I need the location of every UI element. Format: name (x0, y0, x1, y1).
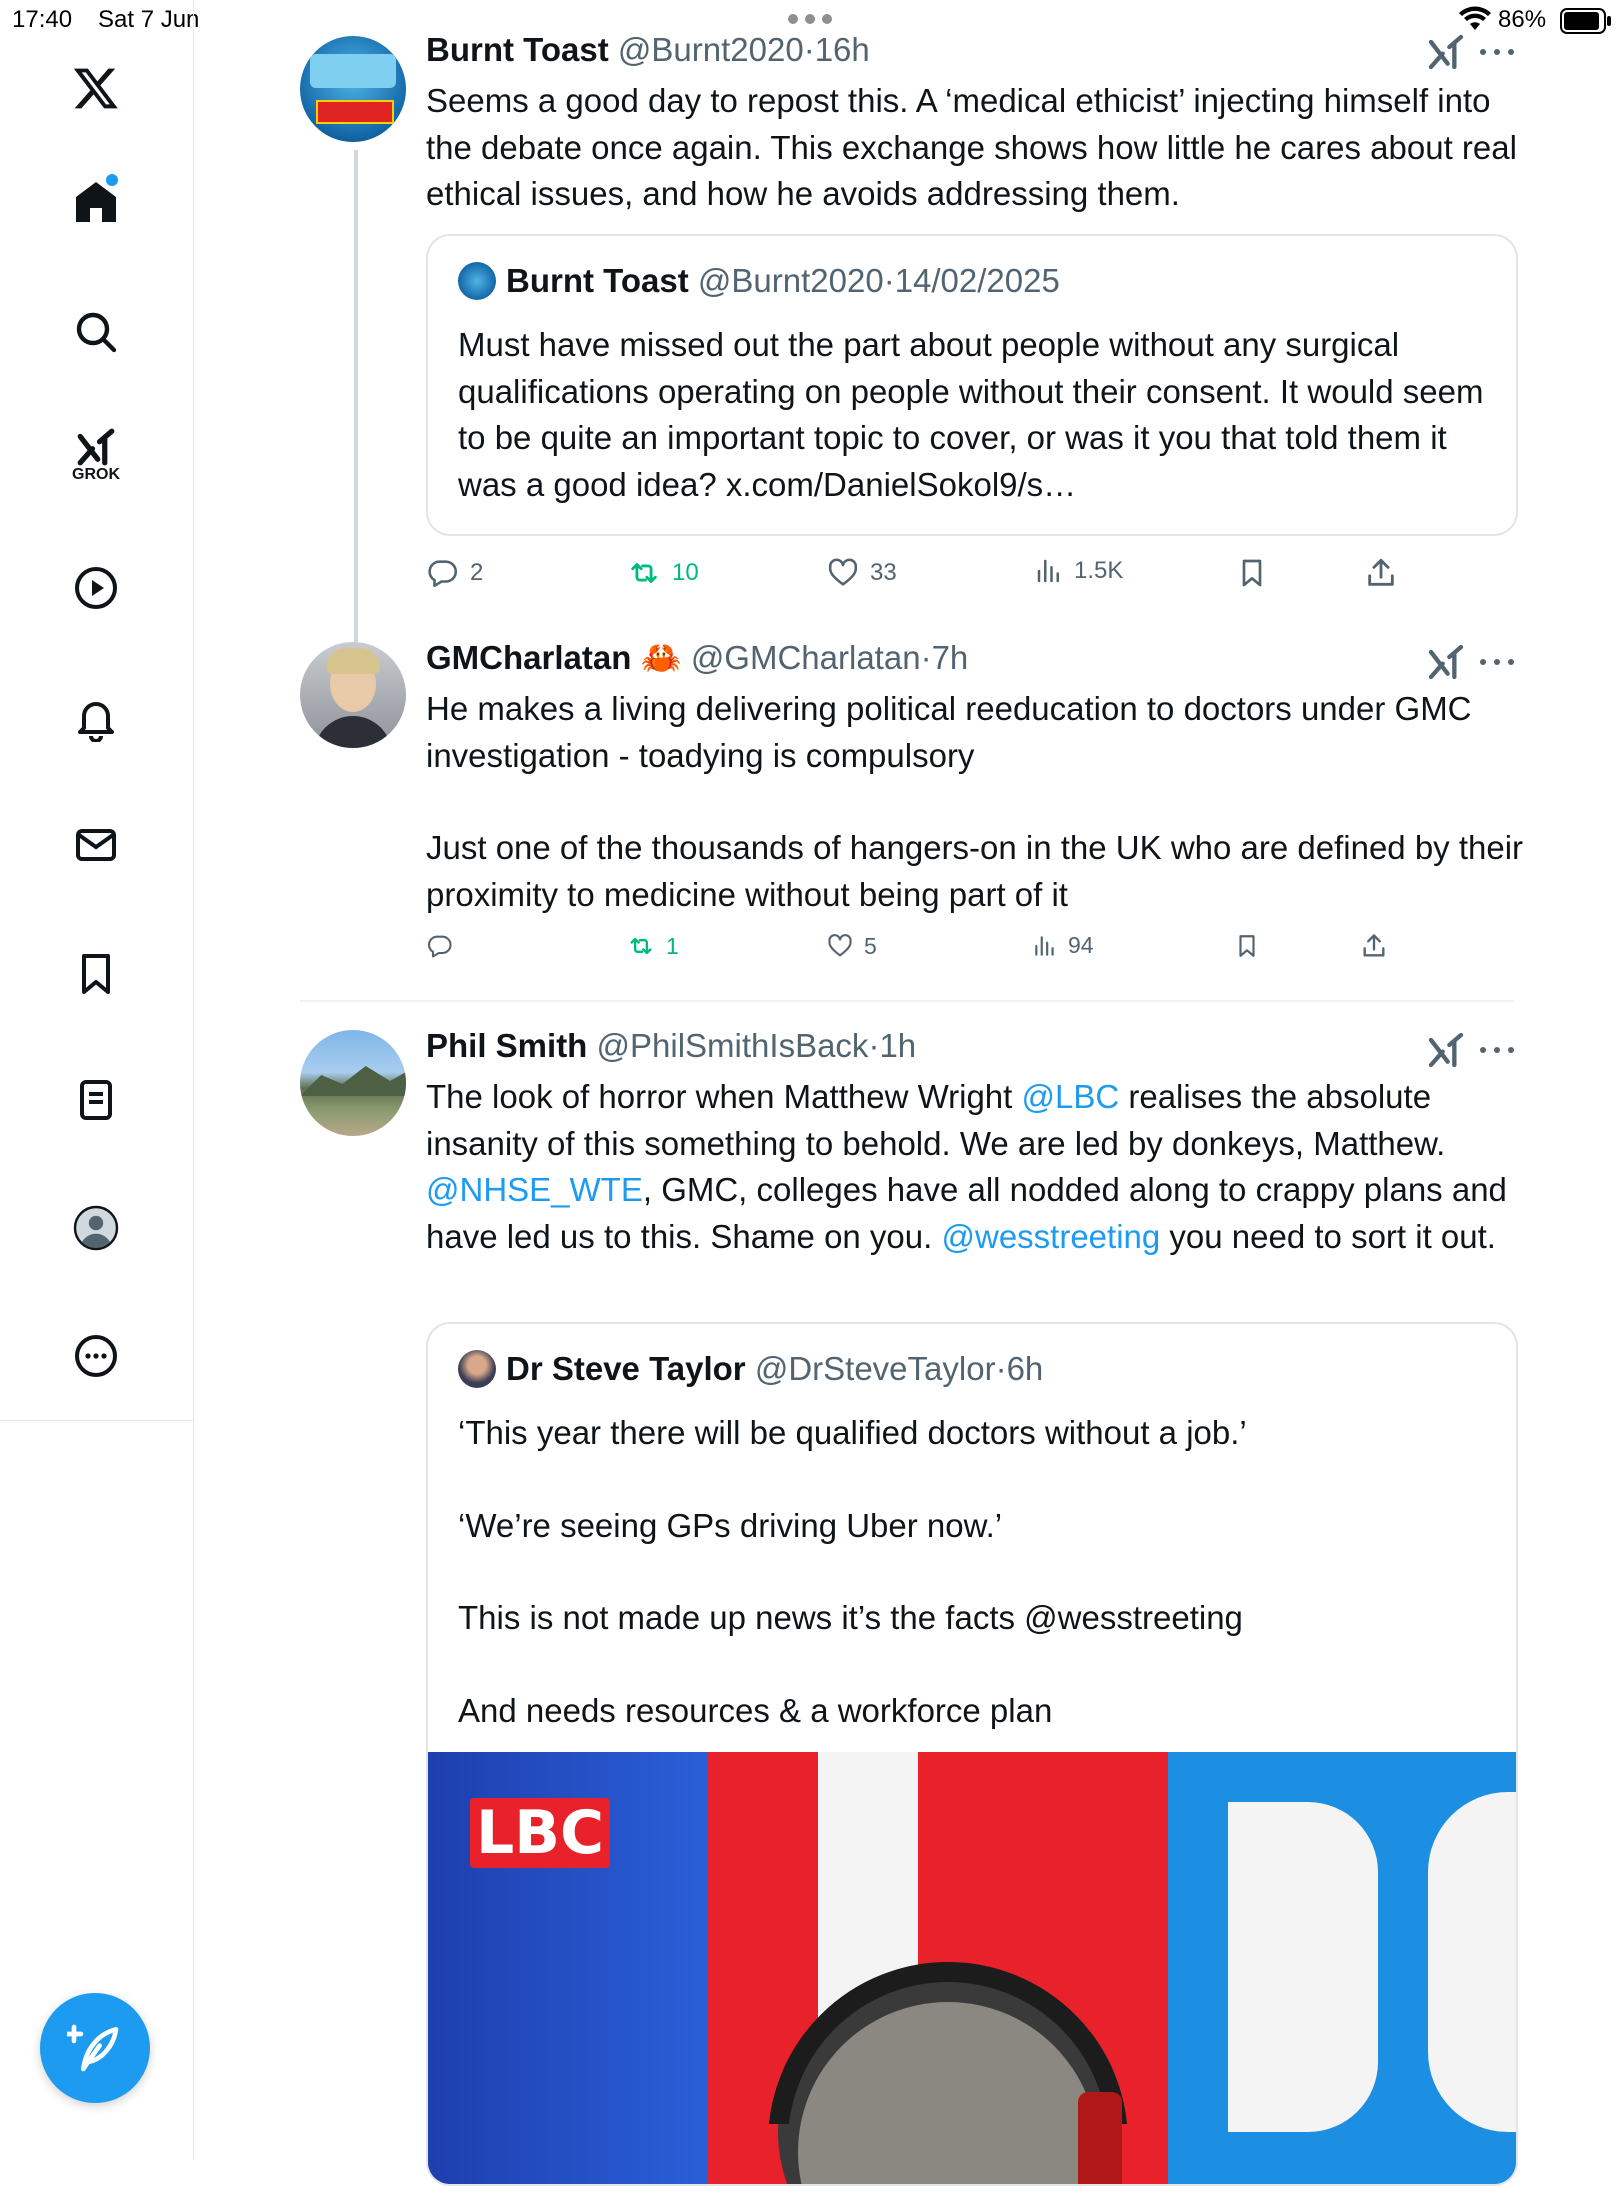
quote-time: 6h (1006, 1350, 1044, 1387)
quote-author-name: Dr Steve Taylor (506, 1350, 746, 1387)
mention-link[interactable]: @NHSE_WTE (426, 1171, 643, 1208)
quote-time: 14/02/2025 (894, 262, 1060, 299)
author-handle[interactable]: @PhilSmithIsBack (596, 1027, 869, 1064)
sidebar (0, 0, 194, 2160)
mail-icon[interactable] (66, 815, 126, 875)
multitask-dots-icon[interactable] (788, 14, 832, 24)
quote-avatar (458, 1350, 496, 1388)
reply-button[interactable] (426, 932, 454, 960)
tweet-header: GMCharlatan 🦀 @GMCharlatan·7h (426, 639, 969, 676)
views-icon (1034, 556, 1064, 586)
bookmark-button[interactable] (1234, 932, 1260, 960)
avatar[interactable] (300, 642, 406, 748)
wifi-icon (1458, 6, 1494, 34)
feather-plus-icon (67, 2020, 123, 2076)
bookmark-icon (1234, 932, 1260, 960)
reply-icon (426, 556, 460, 590)
repost-icon (626, 556, 662, 590)
grok-explain-icon[interactable] (1426, 1030, 1466, 1070)
views-button[interactable]: 1.5K (1034, 556, 1123, 586)
x-logo-icon[interactable] (66, 58, 126, 118)
share-icon (1360, 932, 1388, 960)
avatar[interactable] (300, 36, 406, 142)
quote-author-handle: @DrSteveTaylor (754, 1350, 996, 1387)
lists-icon[interactable] (66, 1070, 126, 1130)
like-button[interactable]: 5 (826, 932, 877, 960)
battery-percent: 86% (1498, 6, 1547, 33)
heart-icon (826, 932, 854, 960)
quote-text: ‘This year there will be qualified doctors without a job.’ ‘We’re seeing GPs driving Uber now.’ This is not made up news it’s the facts @wesstreeting And needs resources & a workforce plan (458, 1414, 1247, 1729)
sidebar-separator (0, 1420, 193, 1421)
heart-icon (826, 556, 860, 590)
tweet-time[interactable]: 7h (931, 639, 969, 676)
lbc-logo: LBC (470, 1798, 610, 1868)
repost-button[interactable]: 1 (626, 932, 679, 960)
reply-button[interactable]: 2 (426, 556, 483, 590)
battery-icon (1560, 8, 1612, 34)
author-name[interactable]: Phil Smith (426, 1027, 588, 1064)
tweet-text: Seems a good day to repost this. A ‘medical ethicist’ injecting himself into the debate once again. This exchange shows how little he cares about real ethical issues, and how he avoids addressing them. (426, 82, 1517, 212)
views-button[interactable]: 94 (1032, 932, 1094, 959)
reply-icon (426, 932, 454, 960)
tweet-header: Phil Smith @PhilSmithIsBack·1h (426, 1027, 917, 1064)
bookmark-button[interactable] (1236, 556, 1268, 590)
avatar[interactable] (300, 1030, 406, 1136)
share-button[interactable] (1360, 932, 1388, 960)
bookmark-icon (1236, 556, 1268, 590)
bell-icon[interactable] (66, 688, 126, 748)
more-options-icon[interactable] (1480, 656, 1514, 668)
views-icon (1032, 933, 1058, 959)
more-options-icon[interactable] (1480, 1044, 1514, 1056)
quote-media-video[interactable] (428, 1752, 1516, 2186)
more-circle-icon[interactable] (66, 1326, 126, 1386)
repost-icon (626, 932, 656, 960)
grok-icon[interactable] (66, 425, 126, 485)
mention-link[interactable]: @LBC (1021, 1078, 1120, 1115)
more-options-icon[interactable] (1480, 46, 1514, 58)
crab-emoji-icon: 🦀 (640, 639, 682, 676)
home-notification-dot (106, 174, 118, 186)
thread-line (354, 150, 358, 642)
video-icon[interactable] (66, 558, 126, 618)
status-date: Sat 7 Jun (98, 6, 200, 33)
search-icon[interactable] (66, 302, 126, 362)
tweet-text: The look of horror when Matthew Wright @LBC realises the absolute insanity of this something to behold. We are led by donkeys, Matthew. @NHSE_WTE, GMC, colleges have all nodded along to crappy plans and have led us to this. Shame on you. @wesstreeting you need to sort it out. (426, 1078, 1507, 1255)
quote-header: Dr Steve Taylor @DrSteveTaylor · 6h (458, 1350, 1043, 1388)
quote-header: Burnt Toast @Burnt2020 · 14/02/2025 (458, 262, 1060, 300)
status-time: 17:40 (12, 6, 73, 33)
author-handle[interactable]: @Burnt2020 (617, 31, 804, 68)
share-button[interactable] (1364, 556, 1398, 590)
grok-explain-icon[interactable] (1426, 642, 1466, 682)
author-name[interactable]: Burnt Toast (426, 31, 609, 68)
repost-button[interactable]: 10 (626, 556, 699, 590)
share-icon (1364, 556, 1398, 590)
profile-avatar-icon[interactable] (66, 1198, 126, 1258)
quoted-tweet[interactable] (426, 234, 1518, 536)
tweet-text: He makes a living delivering political reeducation to doctors under GMC investigation - toadying is compulsory Just one of the thousands of hangers-on in the UK who are defined by their proximity to medicine without being part of it (426, 690, 1524, 913)
bookmark-icon[interactable] (66, 944, 126, 1004)
tweet-time[interactable]: 16h (814, 31, 870, 68)
quote-avatar (458, 262, 496, 300)
grok-label: GROK (72, 466, 120, 483)
compose-post-button[interactable] (40, 1993, 150, 2103)
quote-author-handle: @Burnt2020 (697, 262, 884, 299)
tweet-time[interactable]: 1h (879, 1027, 917, 1064)
quoted-tweet[interactable] (426, 1322, 1518, 2186)
quote-text: Must have missed out the part about people without any surgical qualifications operating on people without their consent. It would seem to be quite an important topic to cover, or was it you that told them it was a good idea? x.com/DanielSokol9/s… (458, 326, 1484, 503)
tweet-header: Burnt Toast @Burnt2020·16h (426, 31, 870, 68)
grok-explain-icon[interactable] (1426, 32, 1466, 72)
author-handle[interactable]: @GMCharlatan (690, 639, 921, 676)
quote-author-name: Burnt Toast (506, 262, 689, 299)
author-name[interactable]: GMCharlatan (426, 639, 632, 676)
like-button[interactable]: 33 (826, 556, 897, 590)
mention-link[interactable]: @wesstreeting (941, 1217, 1161, 1255)
tweet-divider (300, 1000, 1514, 1002)
